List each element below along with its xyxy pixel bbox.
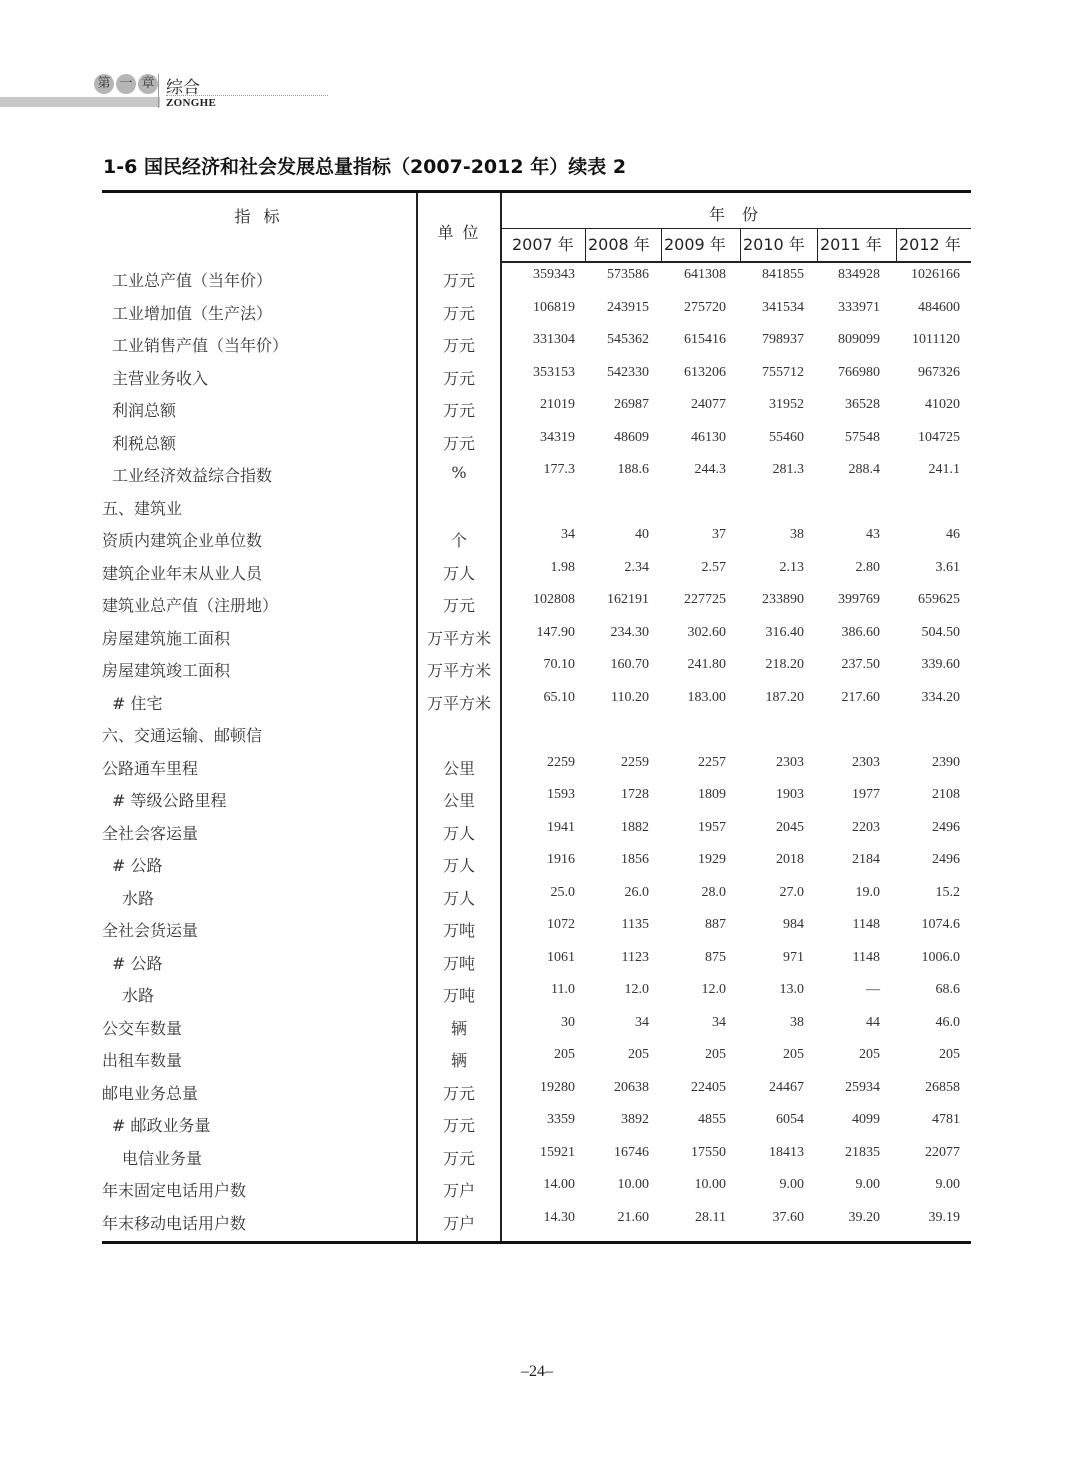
value-cell: 177.3: [543, 462, 575, 477]
value-cell: 237.50: [841, 657, 880, 672]
value-cell: 875: [705, 949, 726, 965]
row-unit: 公里: [442, 791, 475, 810]
value-cell: 281.3: [772, 462, 804, 477]
header-gray-bar: [0, 97, 160, 107]
row-label: 工业总产值（当年价）: [112, 271, 273, 290]
value-cell: 227725: [684, 592, 726, 607]
value-cell: 30: [561, 1014, 575, 1030]
value-cell: 46.0: [935, 1014, 960, 1030]
table-row: [102, 425, 971, 458]
value-cell: 2018: [776, 852, 804, 867]
value-cell: 6054: [776, 1112, 804, 1127]
row-unit: 万人: [442, 888, 475, 908]
value-cell: 2045: [776, 819, 804, 835]
value-cell: 160.70: [610, 657, 649, 672]
row-unit: 个: [450, 531, 467, 550]
value-cell: 17550: [691, 1144, 726, 1160]
value-cell: 20638: [614, 1079, 649, 1095]
value-cell: 1916: [547, 852, 575, 867]
table-row: [102, 587, 971, 620]
value-cell: 34319: [540, 429, 575, 445]
value-cell: 19280: [540, 1079, 575, 1095]
row-label: 主营业务收入: [112, 368, 209, 388]
value-cell: 46130: [691, 429, 726, 445]
value-cell: 809099: [838, 332, 880, 347]
value-cell: 2108: [932, 787, 960, 802]
column-header-indicator: 指 标: [234, 207, 284, 226]
column-header-years: 年 份: [708, 205, 765, 224]
value-cell: 102808: [533, 592, 575, 607]
value-cell: 44: [866, 1014, 880, 1030]
table-row: [102, 685, 971, 718]
chapter-char: 一: [116, 74, 136, 94]
value-cell: 1809: [698, 787, 726, 802]
value-cell: 4099: [852, 1112, 880, 1127]
row-unit: 万元: [442, 433, 475, 453]
value-cell: 243915: [607, 299, 649, 315]
value-cell: 3892: [621, 1112, 649, 1127]
value-cell: 333971: [838, 299, 880, 315]
chapter-badge: [94, 74, 158, 94]
row-unit: 万元: [442, 303, 475, 323]
row-unit: 万平方米: [426, 628, 491, 648]
value-cell: 1148: [852, 917, 880, 932]
value-cell: 68.6: [935, 982, 960, 997]
year-header-row: [502, 228, 971, 263]
row-label: 工业销售产值（当年价）: [112, 336, 289, 355]
table-row: [102, 1205, 971, 1238]
table-row: [102, 295, 971, 328]
value-cell: 2259: [621, 754, 649, 770]
value-cell: 1929: [698, 852, 726, 867]
value-cell: 386.60: [841, 624, 880, 640]
value-cell: 13.0: [779, 982, 804, 997]
table-row: [102, 457, 971, 490]
value-cell: 205: [705, 1047, 726, 1062]
year-header-cell: 2012 年: [896, 229, 971, 261]
row-label: # 邮政业务量: [112, 1116, 211, 1135]
table-row: [102, 1107, 971, 1140]
value-cell: 1148: [852, 949, 880, 965]
value-cell: 755712: [762, 364, 804, 380]
year-header-cell: 2010 年: [740, 229, 817, 261]
vline-indicator-unit: [416, 193, 418, 1241]
value-cell: 27.0: [779, 884, 804, 900]
value-cell: 46: [946, 527, 960, 542]
value-cell: 331304: [533, 332, 575, 347]
row-label: 邮电业务总量: [102, 1083, 199, 1103]
value-cell: 38: [790, 1014, 804, 1030]
value-cell: 1856: [621, 852, 649, 867]
value-cell: 39.20: [848, 1209, 880, 1225]
table-row: [102, 977, 971, 1010]
value-cell: 205: [554, 1047, 575, 1062]
value-cell: 22405: [691, 1079, 726, 1095]
value-cell: 218.20: [765, 657, 804, 672]
value-cell: 25.0: [550, 884, 575, 900]
value-cell: 15.2: [935, 884, 960, 900]
year-header-cell: 2011 年: [817, 229, 896, 261]
value-cell: 18413: [769, 1144, 804, 1160]
value-cell: 2.57: [701, 559, 726, 575]
value-cell: 9.00: [855, 1177, 880, 1192]
value-cell: 24467: [769, 1079, 804, 1095]
chapter-char: 第: [94, 74, 114, 94]
row-unit: 万人: [442, 856, 475, 875]
value-cell: 275720: [684, 299, 726, 315]
value-cell: 48609: [614, 429, 649, 445]
table-title: 1-6 国民经济和社会发展总量指标（2007-2012 年）续表 2: [103, 156, 627, 178]
table-row: [102, 522, 971, 555]
table-row: [102, 262, 971, 295]
value-cell: 887: [705, 917, 726, 932]
row-label: 年末固定电话用户数: [102, 1181, 247, 1200]
value-cell: 10.00: [694, 1177, 726, 1192]
value-cell: 241.80: [687, 657, 726, 672]
value-cell: 2.13: [779, 559, 804, 575]
value-cell: 57548: [845, 429, 880, 445]
row-unit: 万元: [442, 368, 475, 388]
value-cell: 288.4: [848, 462, 880, 477]
value-cell: 316.40: [765, 624, 804, 640]
value-cell: 1061: [547, 949, 575, 965]
value-cell: 34: [712, 1014, 726, 1030]
value-cell: 2.80: [855, 559, 880, 575]
header-separator: [158, 74, 159, 108]
table-row: [102, 1010, 971, 1043]
value-cell: 2.34: [624, 559, 649, 575]
value-cell: 1728: [621, 787, 649, 802]
row-label: 年末移动电话用户数: [102, 1213, 247, 1233]
value-cell: 1011120: [912, 332, 960, 347]
table-row: [102, 392, 971, 425]
value-cell: 24077: [691, 397, 726, 412]
value-cell: 39.19: [928, 1209, 960, 1225]
value-cell: 15921: [540, 1144, 575, 1160]
value-cell: 4855: [698, 1112, 726, 1127]
table-row: [102, 1172, 971, 1205]
row-unit: 万吨: [442, 986, 475, 1005]
value-cell: 302.60: [687, 624, 726, 640]
value-cell: 3359: [547, 1112, 575, 1127]
value-cell: 2303: [776, 754, 804, 770]
row-unit: 万人: [442, 563, 475, 583]
value-cell: 244.3: [694, 462, 726, 477]
value-cell: 2203: [852, 819, 880, 835]
value-cell: 615416: [684, 332, 726, 347]
value-cell: 841855: [762, 267, 804, 282]
value-cell: 110.20: [611, 689, 649, 705]
value-cell: 2496: [932, 819, 960, 835]
value-cell: 70.10: [543, 657, 575, 672]
value-cell: 12.0: [701, 982, 726, 997]
value-cell: 183.00: [687, 689, 726, 705]
row-unit: 万吨: [442, 921, 475, 940]
value-cell: 104725: [918, 429, 960, 445]
row-unit: 万元: [442, 596, 475, 615]
value-cell: 971: [783, 949, 804, 965]
value-cell: 65.10: [543, 689, 575, 705]
value-cell: 43: [866, 527, 880, 542]
value-cell: 37.60: [772, 1209, 804, 1225]
value-cell: 37: [712, 527, 726, 542]
row-unit: 公里: [442, 758, 475, 778]
value-cell: 766980: [838, 364, 880, 380]
value-cell: 399769: [838, 592, 880, 607]
table-row: [102, 360, 971, 393]
value-cell: 1074.6: [921, 917, 960, 932]
value-cell: 1135: [621, 917, 649, 932]
value-cell: 1.98: [550, 559, 575, 575]
value-cell: 2303: [852, 754, 880, 770]
value-cell: 1977: [852, 787, 880, 802]
value-cell: 36528: [845, 397, 880, 412]
value-cell: 41020: [925, 397, 960, 412]
value-cell: 641308: [684, 267, 726, 282]
value-cell: 1026166: [911, 267, 960, 282]
row-unit: 万元: [442, 401, 475, 420]
value-cell: 234.30: [610, 624, 649, 640]
value-cell: 3.61: [935, 559, 960, 575]
page-number: –24–: [521, 1363, 553, 1380]
row-unit: 万户: [442, 1213, 475, 1233]
value-cell: 1072: [547, 917, 575, 932]
row-label: 电信业务量: [122, 1148, 203, 1168]
table-row: [102, 847, 971, 880]
row-label: 公交车数量: [102, 1018, 183, 1038]
table-row: [102, 945, 971, 978]
table-row: [102, 880, 971, 913]
row-label: 全社会客运量: [102, 823, 199, 843]
value-cell: 573586: [607, 267, 649, 282]
row-label: 五、建筑业: [102, 498, 183, 518]
value-cell: 545362: [607, 332, 649, 347]
row-unit: 万吨: [442, 953, 475, 973]
row-label: 利润总额: [112, 401, 177, 420]
value-cell: 34: [635, 1014, 649, 1030]
value-cell: 205: [859, 1047, 880, 1062]
value-cell: 11.0: [551, 982, 575, 997]
value-cell: 34: [561, 527, 575, 542]
year-header-cell: 2007 年: [512, 235, 574, 254]
value-cell: 16746: [614, 1144, 649, 1160]
value-cell: 1882: [621, 819, 649, 835]
row-unit: 万平方米: [426, 661, 491, 680]
row-label: # 公路: [112, 856, 163, 875]
chapter-subtitle: ZONGHE: [166, 97, 217, 109]
row-label: 工业经济效益综合指数: [112, 466, 273, 485]
value-cell: 484600: [918, 299, 960, 315]
row-label: 全社会货运量: [102, 921, 199, 940]
value-cell: 2496: [932, 852, 960, 867]
row-label: 建筑企业年末从业人员: [102, 563, 263, 583]
value-cell: 14.30: [543, 1209, 575, 1225]
value-cell: 21835: [845, 1144, 880, 1160]
value-cell: 359343: [533, 267, 575, 282]
value-cell: 334.20: [921, 689, 960, 705]
row-label: 水路: [122, 986, 155, 1005]
value-cell: 25934: [845, 1079, 880, 1095]
value-cell: 205: [939, 1047, 960, 1062]
row-label: 工业增加值（生产法）: [112, 303, 273, 323]
row-label: 水路: [122, 888, 155, 908]
table-row: [102, 1140, 971, 1173]
value-cell: 28.11: [695, 1209, 726, 1225]
value-cell: 2390: [932, 754, 960, 770]
value-cell: 2257: [698, 754, 726, 770]
table-row: [102, 912, 971, 945]
value-cell: 21.60: [617, 1209, 649, 1225]
table-top-rule: [102, 190, 971, 193]
value-cell: 55460: [769, 429, 804, 445]
table-row: [102, 490, 971, 523]
row-label: 出租车数量: [102, 1051, 183, 1070]
value-cell: 38: [790, 527, 804, 542]
row-unit: 万元: [442, 1116, 475, 1135]
value-cell: 31952: [769, 397, 804, 412]
value-cell: 26858: [925, 1079, 960, 1095]
value-cell: 22077: [925, 1144, 960, 1160]
row-label: 建筑业总产值（注册地）: [102, 596, 279, 615]
chapter-title: 综合: [166, 78, 200, 98]
column-header-unit: 单 位: [437, 223, 481, 242]
value-cell: 28.0: [701, 884, 726, 900]
value-cell: 187.20: [765, 689, 804, 705]
value-cell: 233890: [762, 592, 804, 607]
value-cell: 106819: [533, 299, 575, 315]
value-cell: 40: [635, 527, 649, 542]
value-cell: 542330: [607, 364, 649, 380]
value-cell: 147.90: [536, 624, 575, 640]
table-row: [102, 750, 971, 783]
value-cell: 2259: [547, 754, 575, 770]
row-label: 资质内建筑企业单位数: [102, 531, 263, 550]
row-unit: 万元: [442, 336, 475, 355]
row-label: # 等级公路里程: [112, 791, 227, 810]
value-cell: 205: [783, 1047, 804, 1062]
table-row: [102, 327, 971, 360]
value-cell: 798937: [762, 332, 804, 347]
row-unit: 万元: [442, 271, 475, 290]
value-cell: 9.00: [935, 1177, 960, 1192]
value-cell: 205: [628, 1047, 649, 1062]
value-cell: 162191: [607, 592, 649, 607]
value-cell: 1957: [698, 819, 726, 835]
value-cell: 834928: [838, 267, 880, 282]
value-cell: 19.0: [855, 884, 880, 900]
value-cell: 1006.0: [921, 949, 960, 965]
value-cell: 217.60: [841, 689, 880, 705]
value-cell: 341534: [762, 299, 804, 315]
row-label: # 住宅: [112, 693, 163, 713]
row-label: 房屋建筑竣工面积: [102, 661, 231, 680]
value-cell: 659625: [918, 592, 960, 607]
value-cell: 504.50: [921, 624, 960, 640]
row-label: 公路通车里程: [102, 758, 199, 778]
year-header-cell: 2008 年: [585, 229, 661, 261]
value-cell: 353153: [533, 364, 575, 380]
value-cell: 1123: [621, 949, 649, 965]
chapter-char: 章: [138, 74, 158, 94]
value-cell: 613206: [684, 364, 726, 380]
row-unit: 万元: [442, 1083, 475, 1103]
value-cell: —: [866, 982, 880, 997]
row-label: 房屋建筑施工面积: [102, 628, 231, 648]
table-row: [102, 555, 971, 588]
table-row: [102, 717, 971, 750]
value-cell: 984: [783, 917, 804, 932]
year-header-cell: 2009 年: [661, 229, 740, 261]
value-cell: 339.60: [921, 657, 960, 672]
header-dotted-line: [166, 95, 328, 96]
row-label: 六、交通运输、邮顿信: [102, 726, 263, 745]
value-cell: 241.1: [928, 462, 960, 477]
value-cell: 9.00: [779, 1177, 804, 1192]
table-row: [102, 1042, 971, 1075]
table-row: [102, 782, 971, 815]
value-cell: 10.00: [617, 1177, 649, 1192]
value-cell: 2184: [852, 852, 880, 867]
row-unit: 辆: [450, 1051, 467, 1070]
row-unit: %: [451, 463, 467, 482]
value-cell: 1903: [776, 787, 804, 802]
value-cell: 14.00: [543, 1177, 575, 1192]
row-unit: 万元: [442, 1148, 475, 1168]
value-cell: 4781: [932, 1112, 960, 1127]
row-label: 利税总额: [112, 433, 177, 453]
table-row: [102, 652, 971, 685]
value-cell: 21019: [540, 397, 575, 412]
row-unit: 万人: [442, 823, 475, 843]
table-row: [102, 815, 971, 848]
value-cell: 1941: [547, 819, 575, 835]
table-row: [102, 1075, 971, 1108]
vline-unit-values: [500, 193, 502, 1241]
table-bottom-rule: [102, 1241, 971, 1244]
row-unit: 辆: [450, 1018, 467, 1038]
row-label: # 公路: [112, 953, 163, 973]
value-cell: 967326: [918, 364, 960, 380]
table-row: [102, 620, 971, 653]
value-cell: 1593: [547, 787, 575, 802]
row-unit: 万平方米: [426, 693, 491, 713]
value-cell: 12.0: [624, 982, 649, 997]
value-cell: 26987: [614, 397, 649, 412]
value-cell: 188.6: [617, 462, 649, 477]
value-cell: 26.0: [624, 884, 649, 900]
row-unit: 万户: [442, 1181, 475, 1200]
